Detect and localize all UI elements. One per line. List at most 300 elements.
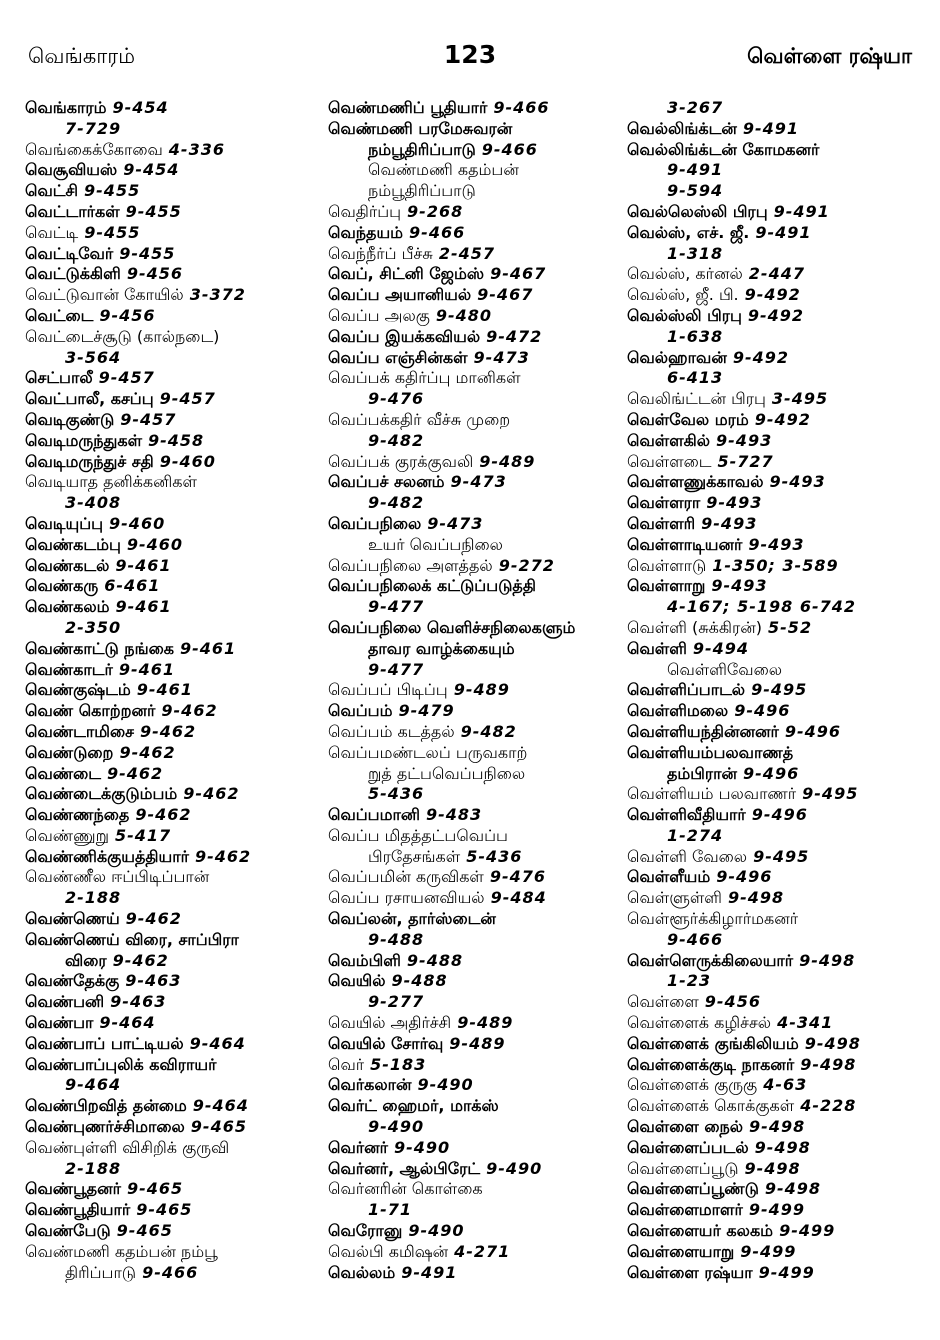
index-entry xyxy=(25,223,325,244)
index-entry xyxy=(25,181,325,202)
page-reference: 9-493 xyxy=(748,534,805,554)
page-reference: 9-473 xyxy=(450,472,507,492)
index-entry xyxy=(627,618,927,639)
index-entry xyxy=(328,1096,624,1117)
page-reference: 9-492 xyxy=(747,305,805,325)
page-reference: 9-455 xyxy=(119,243,176,263)
index-entry xyxy=(627,1138,927,1159)
index-entry xyxy=(328,992,624,1013)
index-entry xyxy=(328,930,624,951)
page-reference: 9-493 xyxy=(706,493,763,513)
index-term: வெப்பநிலைக் கட்டுப்படுத்தி xyxy=(328,576,536,596)
index-term: வெண்ணெய் xyxy=(25,909,120,929)
page-reference: 9-462 xyxy=(112,950,169,970)
page-reference: 3-267 xyxy=(667,98,724,117)
page-reference: 1-23 xyxy=(667,971,712,991)
page-reference: 9-457 xyxy=(98,368,155,388)
index-entry xyxy=(25,701,325,722)
index-entry xyxy=(25,1013,325,1034)
page-reference: 9-460 xyxy=(126,534,184,554)
index-term: வெட்பாலீ, கசப்பு xyxy=(25,389,154,409)
index-term: வெள்ளி வேலை xyxy=(627,846,748,866)
index-entry xyxy=(25,140,325,161)
index-term: வெள்ளெருக்கிலையார் xyxy=(627,950,794,970)
index-entry xyxy=(328,784,624,805)
index-entry xyxy=(328,867,624,888)
index-term: வெண்பா xyxy=(25,1013,94,1033)
page-reference: 9-464 xyxy=(99,1013,156,1033)
index-term: வெப்பமண்டலப் பருவகாற் xyxy=(328,742,528,762)
page-reference: 9-498 xyxy=(799,950,856,970)
index-entry xyxy=(25,1117,325,1138)
index-entry xyxy=(25,535,325,556)
index-entry xyxy=(627,701,927,722)
index-entry xyxy=(627,951,927,972)
page-reference: 9-489 xyxy=(449,1033,506,1053)
index-entry xyxy=(25,680,325,701)
index-term: வெள்ளூர்க்கிழார்மகனர் xyxy=(627,909,799,929)
page-reference: 9-499 xyxy=(748,1200,805,1220)
index-term: வெண்டுறை xyxy=(25,742,114,762)
page-reference: 9-462 xyxy=(194,846,252,866)
index-term: வெண்மணி பரமேசுவரன் xyxy=(328,118,513,138)
index-term: வெள்ளாறு xyxy=(627,576,706,596)
index-entry xyxy=(627,909,927,930)
index-entry xyxy=(627,1242,927,1263)
page-reference: 9-472 xyxy=(486,326,543,346)
page-reference: 9-462 xyxy=(135,805,192,825)
page-reference: 9-479 xyxy=(398,701,455,721)
page-reference: 9-473 xyxy=(473,347,530,367)
page-reference: 9-461 xyxy=(115,555,172,575)
index-entry xyxy=(328,535,624,556)
index-entry xyxy=(328,327,624,348)
index-term: வெண்பனி xyxy=(25,992,105,1012)
index-term: வெண்டைக்குடும்பம் xyxy=(25,784,178,804)
index-term: வெள்ளாடு xyxy=(627,555,707,575)
index-term: வெண்காட்டு நங்கை xyxy=(25,638,174,658)
index-entry xyxy=(25,368,325,389)
index-entry xyxy=(627,140,927,161)
page-reference: 9-493 xyxy=(711,576,768,596)
page-reference: 9-498 xyxy=(744,1158,801,1178)
index-entry xyxy=(627,805,927,826)
index-term: வெள்ளி xyxy=(627,638,687,658)
index-entry xyxy=(25,327,325,348)
index-entry xyxy=(25,639,325,660)
page-reference: 4-167; 5-198 6-742 xyxy=(667,597,857,617)
page-reference: 9-491 xyxy=(401,1262,458,1282)
index-entry xyxy=(627,971,927,992)
index-entry xyxy=(25,119,325,140)
index-term: வெள்ளணுக்காவல் xyxy=(627,472,764,492)
index-entry xyxy=(328,410,624,431)
page-reference: 9-491 xyxy=(755,222,812,242)
page-reference: 9-489 xyxy=(453,680,510,700)
page-reference: 5-436 xyxy=(368,784,425,804)
index-term: திரிப்பாடு xyxy=(65,1262,137,1282)
page-reference: 9-496 xyxy=(751,805,808,825)
index-term: வெட்டைச்சூடு (கால்நடை) xyxy=(25,326,220,346)
index-entry xyxy=(328,306,624,327)
page-reference: 9-460 xyxy=(109,513,166,533)
index-term: வெண்ணெய் விரை, சாப்பிரா xyxy=(25,929,239,949)
index-entry xyxy=(25,971,325,992)
index-term: வெள்ளி (சுக்கிரன்) xyxy=(627,617,763,637)
index-entry xyxy=(25,431,325,452)
index-entry xyxy=(627,223,927,244)
page-reference: 9-477 xyxy=(368,659,425,679)
index-entry xyxy=(328,951,624,972)
index-term: வெப்ப இயக்கவியல் xyxy=(328,326,481,346)
index-entry xyxy=(627,389,927,410)
index-entry xyxy=(25,514,325,535)
page-reference: 3-372 xyxy=(189,285,246,305)
index-term: வெண்பாப்புலிக் கவிராயர் xyxy=(25,1054,217,1074)
index-entry xyxy=(328,1013,624,1034)
index-term: வெண்ணீல ஈப்பிடிப்பான் xyxy=(25,867,210,887)
index-entry xyxy=(328,1242,624,1263)
index-entry xyxy=(25,556,325,577)
index-entry xyxy=(328,618,624,639)
index-term: வெல்லிங்க்டன் xyxy=(627,118,737,138)
index-entry xyxy=(25,784,325,805)
page-reference: 4-341 xyxy=(777,1013,834,1033)
page-reference: 9-456 xyxy=(126,264,183,284)
page-reference: 4-63 xyxy=(763,1075,808,1095)
index-entry xyxy=(627,98,927,119)
index-term: வெல்ஹாவன் xyxy=(627,347,727,367)
index-term: வெள்ளையர் கலகம் xyxy=(627,1221,774,1241)
index-term: வெண்புள்ளி விசிறிக் குருவி xyxy=(25,1137,230,1157)
index-term: வெயில் சோர்வு xyxy=(328,1033,444,1053)
index-term: வெப்பப் பிடிப்பு xyxy=(328,680,448,700)
index-entry xyxy=(328,971,624,992)
index-entry xyxy=(25,930,325,951)
page-reference: 9-495 xyxy=(751,680,808,700)
index-entry xyxy=(25,909,325,930)
index-term: நம்பூதிரிப்பாடு xyxy=(368,139,476,159)
index-term: விரை xyxy=(65,950,107,970)
page-reference: 9-496 xyxy=(716,867,773,887)
page-reference: 9-456 xyxy=(99,305,156,325)
page-reference: 9-462 xyxy=(161,701,218,721)
index-entry xyxy=(627,1179,927,1200)
index-entry xyxy=(627,285,927,306)
index-entry xyxy=(25,826,325,847)
page-reference: 9-455 xyxy=(84,222,141,242)
index-entry xyxy=(25,597,325,618)
page-reference: 9-465 xyxy=(136,1200,193,1220)
page-reference: 5-183 xyxy=(370,1054,427,1074)
index-term: வெப்பக்கதிர் வீச்சு முறை xyxy=(328,409,511,429)
index-term: வெப்பநிலை xyxy=(328,513,422,533)
page-reference: 9-465 xyxy=(116,1221,173,1241)
index-term: வெல்லெஸ்லி பிரபு xyxy=(627,201,768,221)
index-column-2 xyxy=(328,98,624,1283)
index-entry xyxy=(25,1034,325,1055)
index-entry xyxy=(627,847,927,868)
index-entry xyxy=(627,1263,927,1284)
index-term: வெப்ப எஞ்சின்கள் xyxy=(328,347,468,367)
index-entry xyxy=(328,701,624,722)
index-term: வெள்ளரா xyxy=(627,493,701,513)
index-term: வெர்னர், ஆல்பிரேட் xyxy=(328,1158,481,1178)
page-reference: 9-594 xyxy=(667,181,724,201)
index-entry xyxy=(25,1242,325,1263)
page-reference: 2-188 xyxy=(65,1158,122,1178)
page-reference: 9-466 xyxy=(667,929,724,949)
index-entry xyxy=(627,410,927,431)
index-entry xyxy=(328,119,624,140)
index-term: வெண்பூதியார் xyxy=(25,1200,131,1220)
page-reference: 9-464 xyxy=(192,1096,249,1116)
index-entry xyxy=(328,389,624,410)
index-entry xyxy=(328,285,624,306)
index-term: வெல்பி கமிஷன் xyxy=(328,1241,449,1261)
index-term: வெள்ளைக் குருகு xyxy=(627,1075,758,1095)
index-term: வெம்பிளி xyxy=(328,950,401,970)
index-term: வெண்ணந்தை xyxy=(25,805,130,825)
index-term: வெண்கரு xyxy=(25,576,99,596)
page-reference: 9-488 xyxy=(391,971,448,991)
index-term: வெர்னரின் கொள்கை xyxy=(328,1179,483,1199)
index-entry xyxy=(25,743,325,764)
page-reference: 9-496 xyxy=(734,701,791,721)
index-term: வெண்ணுறு xyxy=(25,825,109,845)
page-reference: 7-729 xyxy=(65,118,122,138)
index-term: வெண்பூதனர் xyxy=(25,1179,121,1199)
index-entry xyxy=(25,618,325,639)
page-reference: 5-436 xyxy=(466,846,523,866)
index-term: வெட்டுக்கிளி xyxy=(25,264,121,284)
index-entry xyxy=(328,743,624,764)
index-entry xyxy=(328,556,624,577)
index-entry xyxy=(25,722,325,743)
index-term: வெடியாத தனிக்கனிகள் xyxy=(25,472,197,492)
index-term: நம்பூதிரிப்பாடு xyxy=(368,181,476,201)
index-entry xyxy=(25,1263,325,1284)
page-reference: 9-466 xyxy=(481,139,538,159)
index-term: வெர்கலான் xyxy=(328,1075,412,1095)
page-reference: 9-493 xyxy=(701,513,758,533)
page-reference: 9-491 xyxy=(773,201,830,221)
index-term: வெண்கலம் xyxy=(25,597,110,617)
index-term: வெள்ளடை xyxy=(627,451,712,471)
index-term: வெள்ளுள்ளி xyxy=(627,888,722,908)
index-entry xyxy=(328,639,624,660)
index-term: வெள்ளிவீதியார் xyxy=(627,805,746,825)
index-entry xyxy=(627,867,927,888)
page-reference: 9-489 xyxy=(479,451,536,471)
page-reference: 1-638 xyxy=(667,326,724,346)
index-term: வெப்பநிலை அளத்தல் xyxy=(328,555,493,575)
index-entry xyxy=(627,764,927,785)
page-reference: 3-564 xyxy=(65,347,122,367)
index-entry xyxy=(328,244,624,265)
index-entry xyxy=(627,576,927,597)
page-reference: 9-477 xyxy=(368,597,425,617)
index-term: வெண்டை xyxy=(25,763,101,783)
index-term: வெயில் அதிர்ச்சி xyxy=(328,1013,452,1033)
index-term: வெள்ளரி xyxy=(627,513,696,533)
running-head-right: வெள்ளை ரஷ்யா xyxy=(747,44,912,68)
index-term: வெள்ளைக் கொக்குகள் xyxy=(627,1096,795,1116)
index-entry xyxy=(627,160,927,181)
index-entry xyxy=(25,805,325,826)
index-entry xyxy=(25,264,325,285)
index-entry xyxy=(627,722,927,743)
page-reference: 9-464 xyxy=(189,1033,246,1053)
page-reference: 9-467 xyxy=(490,264,547,284)
page-reference: 1-318 xyxy=(667,243,724,263)
page-reference: 9-454 xyxy=(112,98,169,117)
index-entry xyxy=(627,992,927,1013)
index-entry xyxy=(25,389,325,410)
index-term: உயர் வெப்பநிலை xyxy=(368,534,503,554)
index-term: வெந்நீர்ப் பீச்சு xyxy=(328,243,433,263)
index-entry xyxy=(25,285,325,306)
page-reference: 2-350 xyxy=(65,617,122,637)
index-term: வெட்டி xyxy=(25,222,79,242)
index-term: வெங்காரம் xyxy=(25,98,107,117)
page-reference: 9-499 xyxy=(779,1221,836,1241)
page-reference: 9-498 xyxy=(749,1117,806,1137)
index-entry xyxy=(328,576,624,597)
index-entry xyxy=(328,764,624,785)
page-reference: 9-491 xyxy=(667,160,724,180)
index-term: வெப்ப மிதத்தட்பவெப்ப xyxy=(328,825,508,845)
page-reference: 9-494 xyxy=(692,638,750,658)
page-reference: 9-455 xyxy=(84,181,141,201)
index-entry xyxy=(328,847,624,868)
index-entry xyxy=(328,514,624,535)
index-entry xyxy=(328,680,624,701)
index-entry xyxy=(25,410,325,431)
page-reference: 9-457 xyxy=(120,409,177,429)
index-term: வெப்பம் கடத்தல் xyxy=(328,721,455,741)
page-reference: 9-493 xyxy=(769,472,826,492)
page-reference: 9-496 xyxy=(743,763,800,783)
index-entry xyxy=(328,1117,624,1138)
index-entry xyxy=(627,181,927,202)
page-reference: 9-483 xyxy=(425,805,483,825)
page-reference: 9-492 xyxy=(732,347,790,367)
index-entry xyxy=(328,472,624,493)
index-entry xyxy=(627,826,927,847)
index-entry xyxy=(25,660,325,681)
page-reference: 1-71 xyxy=(368,1200,413,1220)
index-term: வெலிங்ட்டன் பிரபு xyxy=(627,389,766,409)
index-term: வெண்டாமிசை xyxy=(25,721,134,741)
index-term: வெப்ப அயானியல் xyxy=(328,285,472,305)
index-entry xyxy=(627,888,927,909)
index-entry xyxy=(627,597,927,618)
index-term: வெண்பிறவித் தன்மை xyxy=(25,1096,187,1116)
index-term: வெள்ளிமலை xyxy=(627,701,729,721)
index-entry xyxy=(627,431,927,452)
index-entry xyxy=(328,805,624,826)
index-term: வெள்ளிவேலை xyxy=(667,659,782,679)
index-term: வெல்லிங்க்டன் கோமகனர் xyxy=(627,139,820,159)
index-entry xyxy=(25,1221,325,1242)
index-term: வெண்காடர் xyxy=(25,659,113,679)
index-term: வெல்ஸ், கர்னல் xyxy=(627,264,743,284)
index-entry xyxy=(328,264,624,285)
index-term: வெள்ளைக் கழிச்சல் xyxy=(627,1013,772,1033)
page-reference: 9-484 xyxy=(490,888,547,908)
index-term: றுத் தட்பவெப்பநிலை xyxy=(368,763,526,783)
page-reference: 4-271 xyxy=(454,1241,511,1261)
running-head-left: வெங்காரம் xyxy=(28,44,135,68)
page-reference: 9-277 xyxy=(368,992,425,1012)
index-term: வெப்பமானி xyxy=(328,805,420,825)
page-header xyxy=(0,40,940,78)
page-reference: 9-462 xyxy=(107,763,164,783)
index-term: வெர் xyxy=(328,1054,365,1074)
page-reference: 6-461 xyxy=(104,576,161,596)
index-entry xyxy=(328,1200,624,1221)
index-term: வெப்பச் சலனம் xyxy=(328,472,445,492)
index-term: வெள்ளியந்தின்னனர் xyxy=(627,721,779,741)
index-entry xyxy=(328,1179,624,1200)
index-entry xyxy=(328,1138,624,1159)
page-reference: 9-454 xyxy=(123,160,180,180)
page-reference: 9-465 xyxy=(190,1117,247,1137)
index-term: வெடிகுண்டு xyxy=(25,409,115,429)
page-reference: 9-499 xyxy=(758,1262,815,1282)
index-term: வெப்லன், தார்ஸ்டைன் xyxy=(328,909,496,929)
index-entry xyxy=(25,1179,325,1200)
index-term: வெள்ளையாறு xyxy=(627,1241,735,1261)
page-reference: 9-462 xyxy=(139,721,197,741)
index-entry xyxy=(25,348,325,369)
index-entry xyxy=(25,244,325,265)
index-entry xyxy=(627,680,927,701)
index-term: வெள்ளை நைல் xyxy=(627,1117,744,1137)
index-term: வெல்ஸ், ஜீ. பி. xyxy=(627,285,739,305)
index-term: வெண்மணி கதம்பன் நம்பூ xyxy=(25,1241,218,1261)
index-entry xyxy=(25,1159,325,1180)
index-term: வெதிர்ப்பு xyxy=(328,201,402,221)
index-entry xyxy=(627,1034,927,1055)
index-entry xyxy=(627,493,927,514)
index-entry xyxy=(25,472,325,493)
index-term: வெள்ளீயம் xyxy=(627,867,711,887)
index-entry xyxy=(25,98,325,119)
index-term: வெந்தயம் xyxy=(328,222,404,242)
page-reference: 9-466 xyxy=(493,98,550,117)
page-reference: 9-272 xyxy=(498,555,555,575)
index-column-1 xyxy=(25,98,325,1283)
page-reference: 9-482 xyxy=(368,493,425,513)
index-term: வெடிமருந்துகள் xyxy=(25,430,143,450)
page-reference: 9-492 xyxy=(744,285,801,305)
index-term: வெல்ஸ்லி பிரபு xyxy=(627,305,742,325)
index-entry xyxy=(328,223,624,244)
index-entry xyxy=(627,556,927,577)
index-term: வெள்ளைப்பூண்டு xyxy=(627,1179,759,1199)
index-entry xyxy=(627,264,927,285)
index-entry xyxy=(328,1055,624,1076)
index-term: வெள்ளியம் பலவாணர் xyxy=(627,784,797,804)
page-reference: 1-350; 3-589 xyxy=(712,555,839,575)
page-reference: 9-498 xyxy=(754,1137,811,1157)
index-entry xyxy=(25,847,325,868)
index-entry xyxy=(627,1075,927,1096)
index-entry xyxy=(627,1117,927,1138)
page-reference: 9-491 xyxy=(742,118,800,138)
